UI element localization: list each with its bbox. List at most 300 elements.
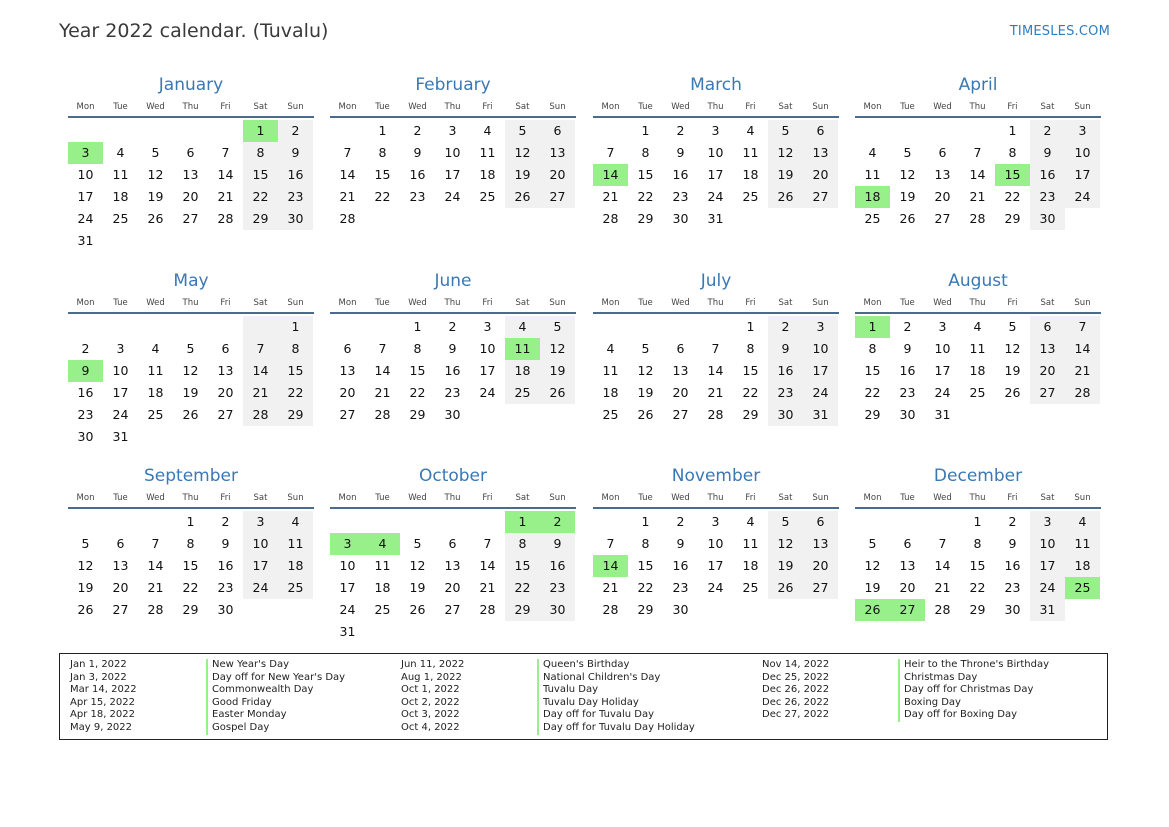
day-cell: 3: [711, 514, 720, 529]
day-cell: 19: [1004, 363, 1021, 378]
empty-day-cell: [505, 621, 540, 643]
legend-holiday-name: Good Friday: [206, 697, 272, 710]
day-cell: 11: [147, 363, 164, 378]
day-cell: 30: [1004, 602, 1021, 617]
legend-holiday-name: New Year's Day: [206, 659, 289, 672]
day-cell: 19: [768, 164, 803, 186]
day-cell: 3: [1030, 511, 1065, 533]
site-link[interactable]: TIMESLES.COM: [1009, 24, 1110, 39]
day-cell: 2: [413, 123, 422, 138]
day-cell: 29: [969, 602, 986, 617]
day-cell: 23: [278, 186, 313, 208]
day-cell: 22: [505, 577, 540, 599]
empty-day-cell: [855, 511, 890, 533]
day-cell: 23: [217, 580, 234, 595]
day-cell: 27: [672, 407, 689, 422]
day-cell: 15: [637, 167, 654, 182]
day-cell: 12: [147, 167, 164, 182]
legend-row: [70, 672, 345, 685]
day-cell: 26: [505, 186, 540, 208]
day-cell: 24: [77, 211, 94, 226]
empty-day-cell: [68, 511, 103, 533]
day-cell: 3: [1065, 120, 1100, 142]
day-cell: 9: [540, 533, 575, 555]
weekday-label: Sun: [1074, 298, 1091, 308]
day-cell: 28: [217, 211, 234, 226]
day-cell: 12: [182, 363, 199, 378]
day-cell: 15: [278, 360, 313, 382]
day-cell: 27: [217, 407, 234, 422]
day-cell: 7: [973, 145, 982, 160]
day-cell: 8: [505, 533, 540, 555]
day-cell: 29: [409, 407, 426, 422]
day-cell: 12: [77, 558, 94, 573]
day-cell: 12: [899, 167, 916, 182]
day-cell: 17: [112, 385, 129, 400]
legend-column-3: [762, 659, 1049, 722]
day-cell: 1: [746, 319, 755, 334]
day-cell: 17: [707, 558, 724, 573]
day-cell: 10: [479, 341, 496, 356]
day-cell: 14: [969, 167, 986, 182]
day-grid: [68, 120, 314, 252]
weekday-label: Sat: [515, 102, 530, 112]
day-cell: 21: [479, 580, 496, 595]
day-cell: 21: [147, 580, 164, 595]
day-cell: 10: [112, 363, 129, 378]
day-cell: 1: [378, 123, 387, 138]
day-cell: 6: [676, 341, 685, 356]
day-cell: 6: [803, 511, 838, 533]
empty-day-cell: [243, 230, 278, 252]
day-cell: 22: [637, 580, 654, 595]
empty-day-cell: [208, 120, 243, 142]
day-cell: 16: [217, 558, 234, 573]
weekday-label: Mon: [601, 298, 620, 308]
day-cell: 3: [938, 319, 947, 334]
legend-holiday-name: Easter Monday: [206, 709, 287, 722]
day-cell: 14: [479, 558, 496, 573]
weekday-label: Tue: [375, 298, 390, 308]
day-cell: 16: [1030, 164, 1065, 186]
empty-day-cell: [243, 599, 278, 621]
day-cell: 26: [540, 382, 575, 404]
day-cell: 7: [243, 338, 278, 360]
day-cell: 8: [746, 341, 755, 356]
month-name: March: [690, 75, 742, 95]
day-cell: 1: [186, 514, 195, 529]
weekday-label: Fri: [745, 493, 756, 503]
day-cell: 31: [339, 624, 356, 639]
month-march: [593, 74, 839, 230]
empty-day-cell: [173, 316, 208, 338]
day-cell: 19: [899, 189, 916, 204]
legend-date: Jan 3, 2022: [70, 671, 127, 683]
day-cell: 8: [641, 536, 650, 551]
day-grid: [855, 316, 1101, 426]
day-cell: 3: [116, 341, 125, 356]
day-cell: 1: [413, 319, 422, 334]
weekday-header: [68, 100, 314, 118]
legend-column-2: [401, 659, 695, 735]
day-cell: 17: [339, 580, 356, 595]
day-cell: 10: [707, 536, 724, 551]
legend-date: Jun 11, 2022: [401, 659, 465, 670]
empty-day-cell: [593, 511, 628, 533]
weekday-label: Wed: [408, 102, 427, 112]
empty-day-cell: [330, 120, 365, 142]
day-cell: 17: [803, 360, 838, 382]
empty-day-cell: [1065, 404, 1100, 426]
weekday-label: Mon: [76, 493, 95, 503]
day-cell: 23: [672, 580, 689, 595]
weekday-header: [855, 296, 1101, 314]
empty-day-cell: [173, 230, 208, 252]
day-cell: 6: [448, 536, 457, 551]
day-grid: [330, 316, 576, 426]
day-cell: 1: [973, 514, 982, 529]
day-cell: 27: [803, 577, 838, 599]
day-cell: 29: [505, 599, 540, 621]
day-cell: 20: [444, 580, 461, 595]
day-cell: 24: [1065, 186, 1100, 208]
day-cell: 24: [339, 602, 356, 617]
legend-holiday-name: Day off for Tuvalu Day Holiday: [537, 722, 695, 735]
day-cell: 18: [278, 555, 313, 577]
empty-day-cell: [470, 404, 505, 426]
holiday-day-cell: 18: [855, 186, 890, 208]
day-cell: 28: [934, 602, 951, 617]
day-cell: 27: [182, 211, 199, 226]
legend-row: [762, 672, 1049, 685]
weekday-label: Thu: [969, 493, 986, 503]
day-cell: 18: [505, 360, 540, 382]
legend-holiday-name: Tuvalu Day Holiday: [537, 697, 639, 710]
day-cell: 11: [602, 363, 619, 378]
day-cell: 6: [186, 145, 195, 160]
weekday-label: Sat: [1040, 102, 1055, 112]
month-name: June: [434, 271, 472, 291]
day-cell: 12: [768, 142, 803, 164]
day-cell: 7: [938, 536, 947, 551]
empty-day-cell: [960, 120, 995, 142]
day-cell: 25: [864, 211, 881, 226]
weekday-label: Fri: [482, 493, 493, 503]
day-cell: 21: [374, 385, 391, 400]
weekday-label: Sat: [253, 298, 268, 308]
day-cell: 17: [1030, 555, 1065, 577]
empty-day-cell: [470, 621, 505, 643]
day-cell: 2: [1030, 120, 1065, 142]
day-cell: 21: [217, 189, 234, 204]
weekday-header: [855, 491, 1101, 509]
day-cell: 11: [278, 533, 313, 555]
month-name: December: [933, 466, 1023, 486]
day-cell: 13: [444, 558, 461, 573]
day-cell: 28: [479, 602, 496, 617]
day-cell: 10: [243, 533, 278, 555]
weekday-label: Mon: [863, 298, 882, 308]
weekday-label: Tue: [900, 493, 915, 503]
day-cell: 24: [707, 189, 724, 204]
month-name: April: [958, 75, 998, 95]
day-cell: 28: [339, 211, 356, 226]
day-cell: 5: [413, 536, 422, 551]
weekday-label: Thu: [444, 298, 461, 308]
day-cell: 22: [1004, 189, 1021, 204]
weekday-label: Tue: [375, 493, 390, 503]
day-cell: 31: [934, 407, 951, 422]
day-cell: 4: [116, 145, 125, 160]
day-cell: 6: [116, 536, 125, 551]
day-cell: 11: [1065, 533, 1100, 555]
empty-day-cell: [103, 120, 138, 142]
day-cell: 20: [803, 164, 838, 186]
legend-holiday-name: National Children's Day: [537, 672, 660, 685]
holiday-day-cell: 4: [365, 533, 400, 555]
empty-day-cell: [330, 511, 365, 533]
empty-day-cell: [925, 120, 960, 142]
month-june: [330, 270, 576, 426]
weekday-label: Sun: [1074, 102, 1091, 112]
weekday-header: [68, 491, 314, 509]
day-cell: 30: [768, 404, 803, 426]
day-cell: 20: [803, 555, 838, 577]
day-cell: 13: [899, 558, 916, 573]
day-cell: 24: [112, 407, 129, 422]
day-cell: 30: [217, 602, 234, 617]
holiday-day-cell: 11: [505, 338, 540, 360]
day-cell: 15: [864, 363, 881, 378]
holiday-day-cell: 26: [855, 599, 890, 621]
weekday-header: [593, 296, 839, 314]
weekday-label: Mon: [338, 298, 357, 308]
day-cell: 14: [217, 167, 234, 182]
weekday-label: Thu: [969, 102, 986, 112]
day-cell: 27: [540, 186, 575, 208]
day-cell: 17: [1065, 164, 1100, 186]
day-cell: 7: [1065, 316, 1100, 338]
empty-day-cell: [1065, 599, 1100, 621]
holiday-day-cell: 25: [1065, 577, 1100, 599]
weekday-label: Thu: [707, 493, 724, 503]
day-cell: 13: [339, 363, 356, 378]
empty-day-cell: [278, 230, 313, 252]
day-cell: 17: [77, 189, 94, 204]
day-cell: 30: [1030, 208, 1065, 230]
empty-day-cell: [663, 316, 698, 338]
month-name: January: [158, 75, 224, 95]
day-cell: 30: [899, 407, 916, 422]
day-cell: 20: [112, 580, 129, 595]
month-name: February: [415, 75, 491, 95]
day-cell: 27: [112, 602, 129, 617]
empty-day-cell: [960, 404, 995, 426]
day-cell: 23: [1004, 580, 1021, 595]
day-cell: 7: [343, 145, 352, 160]
day-cell: 19: [864, 580, 881, 595]
day-cell: 26: [899, 211, 916, 226]
legend-holiday-name: Boxing Day: [898, 697, 961, 710]
weekday-label: Tue: [113, 298, 128, 308]
day-cell: 13: [217, 363, 234, 378]
holiday-day-cell: 2: [540, 511, 575, 533]
empty-day-cell: [540, 404, 575, 426]
day-cell: 3: [803, 316, 838, 338]
day-cell: 3: [448, 123, 457, 138]
day-cell: 12: [505, 142, 540, 164]
weekday-label: Sun: [549, 493, 566, 503]
month-february: [330, 74, 576, 230]
day-cell: 2: [768, 316, 803, 338]
day-cell: 24: [243, 577, 278, 599]
day-cell: 4: [1065, 511, 1100, 533]
weekday-label: Mon: [76, 102, 95, 112]
legend-date: Dec 26, 2022: [762, 684, 830, 696]
day-cell: 28: [707, 407, 724, 422]
day-grid: [330, 120, 576, 230]
day-cell: 13: [112, 558, 129, 573]
day-cell: 28: [1065, 382, 1100, 404]
empty-day-cell: [400, 621, 435, 643]
empty-day-cell: [768, 208, 803, 230]
day-cell: 8: [1008, 145, 1017, 160]
month-name: July: [700, 271, 732, 291]
legend-row: [70, 722, 345, 735]
legend-row: [70, 684, 345, 697]
day-cell: 22: [742, 385, 759, 400]
day-cell: 5: [868, 536, 877, 551]
empty-day-cell: [733, 599, 768, 621]
day-cell: 29: [278, 404, 313, 426]
day-cell: 13: [182, 167, 199, 182]
day-cell: 15: [505, 555, 540, 577]
legend-column-1: [70, 659, 345, 735]
day-grid: [855, 511, 1101, 621]
day-cell: 9: [448, 341, 457, 356]
legend-holiday-name: Heir to the Throne's Birthday: [898, 659, 1049, 672]
weekday-label: Fri: [1007, 102, 1018, 112]
page-title: Year 2022 calendar. (Tuvalu): [59, 20, 329, 42]
day-cell: 1: [641, 514, 650, 529]
day-cell: 5: [1008, 319, 1017, 334]
weekday-header: [330, 491, 576, 509]
day-cell: 21: [602, 189, 619, 204]
empty-day-cell: [365, 511, 400, 533]
day-cell: 16: [278, 164, 313, 186]
weekday-label: Fri: [482, 102, 493, 112]
day-cell: 4: [746, 123, 755, 138]
day-cell: 23: [444, 385, 461, 400]
day-cell: 26: [637, 407, 654, 422]
day-cell: 10: [339, 558, 356, 573]
empty-day-cell: [1030, 404, 1065, 426]
legend-date: Aug 1, 2022: [401, 671, 462, 683]
empty-day-cell: [138, 120, 173, 142]
weekday-label: Sat: [778, 102, 793, 112]
legend-date: Apr 18, 2022: [70, 709, 136, 721]
day-grid: [68, 316, 314, 448]
day-cell: 31: [803, 404, 838, 426]
legend-date: Dec 26, 2022: [762, 696, 830, 708]
day-cell: 11: [864, 167, 881, 182]
day-cell: 29: [742, 407, 759, 422]
weekday-label: Sat: [778, 298, 793, 308]
day-cell: 18: [374, 580, 391, 595]
empty-day-cell: [435, 621, 470, 643]
holiday-day-cell: 9: [68, 360, 103, 382]
weekday-header: [330, 296, 576, 314]
weekday-label: Thu: [707, 102, 724, 112]
day-cell: 4: [746, 514, 755, 529]
weekday-label: Sun: [812, 102, 829, 112]
empty-day-cell: [1065, 208, 1100, 230]
month-january: [68, 74, 314, 252]
month-name: August: [948, 271, 1008, 291]
day-cell: 19: [77, 580, 94, 595]
day-cell: 20: [182, 189, 199, 204]
weekday-label: Wed: [933, 493, 952, 503]
day-cell: 16: [672, 558, 689, 573]
legend-date: Oct 4, 2022: [401, 721, 460, 733]
day-cell: 2: [448, 319, 457, 334]
day-cell: 25: [479, 189, 496, 204]
day-cell: 19: [637, 385, 654, 400]
day-cell: 30: [540, 599, 575, 621]
day-cell: 15: [409, 363, 426, 378]
empty-day-cell: [208, 230, 243, 252]
legend-date: Dec 27, 2022: [762, 709, 830, 721]
weekday-label: Mon: [338, 493, 357, 503]
day-cell: 18: [602, 385, 619, 400]
weekday-label: Mon: [601, 102, 620, 112]
month-november: [593, 465, 839, 621]
day-cell: 12: [637, 363, 654, 378]
day-cell: 14: [707, 363, 724, 378]
day-cell: 5: [81, 536, 90, 551]
empty-day-cell: [400, 208, 435, 230]
day-cell: 19: [505, 164, 540, 186]
empty-day-cell: [103, 230, 138, 252]
month-december: [855, 465, 1101, 621]
day-cell: 30: [77, 429, 94, 444]
legend-date: Oct 2, 2022: [401, 696, 460, 708]
day-cell: 23: [768, 382, 803, 404]
empty-day-cell: [540, 621, 575, 643]
day-cell: 31: [707, 211, 724, 226]
holiday-day-cell: 1: [243, 120, 278, 142]
day-cell: 22: [969, 580, 986, 595]
day-cell: 9: [903, 341, 912, 356]
day-cell: 13: [540, 142, 575, 164]
weekday-label: Sun: [1074, 493, 1091, 503]
day-cell: 5: [903, 145, 912, 160]
weekday-label: Thu: [969, 298, 986, 308]
day-cell: 28: [243, 404, 278, 426]
weekday-label: Sat: [778, 493, 793, 503]
weekday-label: Sat: [515, 493, 530, 503]
day-cell: 18: [1065, 555, 1100, 577]
legend-row: [401, 659, 695, 672]
day-cell: 30: [278, 208, 313, 230]
day-cell: 28: [969, 211, 986, 226]
legend-holiday-name: Day off for Tuvalu Day: [537, 709, 654, 722]
day-cell: 7: [483, 536, 492, 551]
legend-row: [70, 709, 345, 722]
weekday-label: Sat: [515, 298, 530, 308]
day-cell: 20: [899, 580, 916, 595]
legend-row: [70, 697, 345, 710]
